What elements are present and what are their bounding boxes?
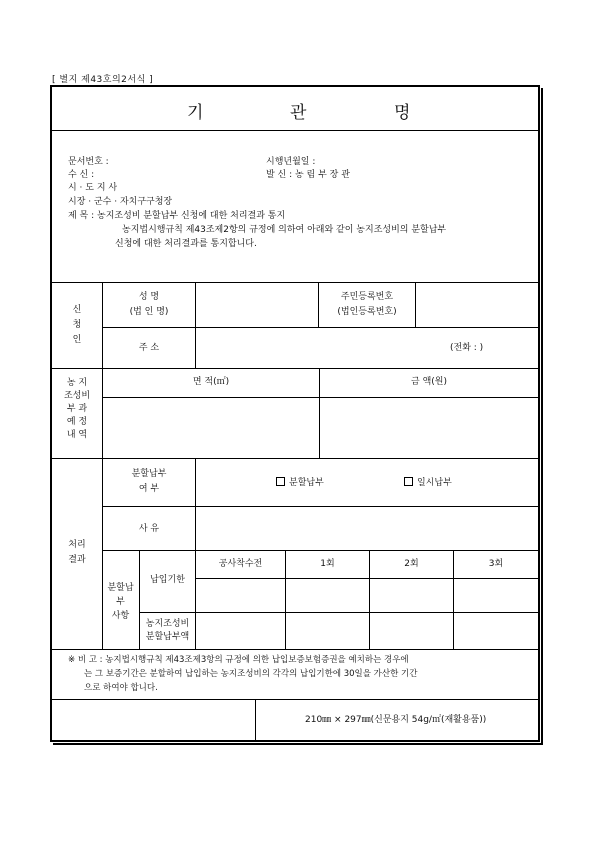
divider	[52, 368, 538, 369]
option-installment-label: 분할납부	[289, 478, 324, 488]
recipient-line-2: 시장 · 군수 · 자치구구청장	[68, 197, 173, 207]
paper-size: 210㎜ × 297㎜(신문용지 54g/㎡(재활용품))	[305, 715, 487, 725]
divider	[102, 550, 538, 551]
installment-items-line-2: 부	[116, 597, 125, 607]
due-date-label: 납입기한	[150, 575, 185, 585]
installment-amount-label: 농지조성비	[145, 619, 190, 629]
installment-amount-sublabel: 분할납부액	[145, 632, 190, 642]
divider	[102, 397, 538, 398]
option-installment[interactable]	[276, 477, 324, 489]
installment-items-line-1: 분할납	[107, 583, 134, 593]
result-section-line-2: 결과	[68, 555, 86, 565]
subject-line: 제 목 : 농지조성비 분할납부 신청에 대한 처리결과 통지	[68, 211, 286, 221]
title-char-2: 관	[290, 103, 307, 123]
fee-section-line-5: 내 역	[66, 430, 88, 440]
divider	[52, 130, 538, 131]
note-line-1: ※ 비 고 : 농지법시행규칙 제43조제3항의 규정에 의한 납입보증보험증권을 예치하는 경우에	[68, 655, 409, 665]
sender-label: 발 신 : 농 림 부 장 관	[266, 170, 350, 180]
title-char-1: 기	[187, 103, 204, 123]
note-line-3: 으로 하여야 합니다.	[84, 683, 158, 693]
column-header: 2회	[404, 559, 419, 569]
option-lump-sum[interactable]	[404, 477, 452, 489]
option-lump-sum-label: 일시납부	[417, 478, 452, 488]
registration-label: 주민등록번호	[340, 292, 394, 302]
note-line-2: 는 그 보증기간은 분할하여 납입하는 농지조성비의 각각의 납입기한에 30일을 가산한 기간	[84, 669, 418, 679]
divider	[52, 699, 538, 700]
page-title	[52, 92, 538, 128]
installment-status-sublabel: 여 부	[138, 484, 160, 494]
applicant-section-char-2: 청	[72, 320, 82, 330]
divider	[195, 578, 538, 579]
checkbox-icon	[404, 477, 413, 486]
form-reference: [ 별지 제43호의2서식 ]	[52, 75, 154, 85]
amount-label: 금 액(원)	[411, 377, 447, 387]
divider	[195, 458, 196, 649]
column-header: 3회	[488, 559, 504, 569]
divider	[415, 282, 416, 327]
applicant-section-char-3: 인	[72, 335, 82, 345]
divider	[102, 506, 538, 507]
recipient-line-1: 시 · 도 지 사	[68, 183, 118, 193]
body-line-2: 신청에 대한 처리결과를 통지합니다.	[115, 239, 257, 249]
column-header: 공사착수전	[218, 559, 263, 569]
divider	[52, 282, 538, 283]
divider	[139, 612, 538, 613]
fee-section-line-2: 조성비	[63, 391, 91, 401]
divider	[195, 282, 196, 368]
date-label: 시행년월일 :	[266, 157, 316, 167]
name-sublabel: (법 인 명)	[129, 307, 169, 317]
doc-no-label: 문서번호 :	[68, 157, 109, 167]
column-header: 1회	[320, 559, 335, 569]
address-label: 주 소	[138, 343, 160, 353]
area-label: 면 적(㎡)	[192, 377, 230, 387]
installment-status-label: 분할납부	[131, 469, 167, 479]
installment-items-line-3: 사항	[111, 611, 130, 621]
reason-label: 사 유	[138, 524, 160, 534]
fee-section-line-4: 예 정	[66, 417, 88, 427]
result-section-line-1: 처리	[68, 540, 86, 550]
divider	[255, 699, 256, 740]
divider	[318, 282, 319, 327]
name-label: 성 명	[138, 292, 160, 302]
phone-label: (전화 : )	[450, 343, 484, 353]
fee-section-line-1: 농 지	[66, 378, 88, 388]
recipient-label: 수 신 :	[68, 170, 95, 180]
registration-sublabel: (법인등록번호)	[337, 307, 397, 317]
divider	[52, 458, 538, 459]
fee-section-line-3: 부 과	[66, 404, 88, 414]
form-frame	[50, 85, 540, 742]
checkbox-icon	[276, 477, 285, 486]
applicant-section-char-1: 신	[72, 305, 82, 315]
body-line-1: 농지법시행규칙 제43조제2항의 규정에 의하여 아래와 같이 농지조성비의 분할납부	[122, 225, 447, 235]
divider	[102, 327, 538, 328]
title-char-3: 명	[394, 103, 411, 123]
divider	[52, 649, 538, 650]
